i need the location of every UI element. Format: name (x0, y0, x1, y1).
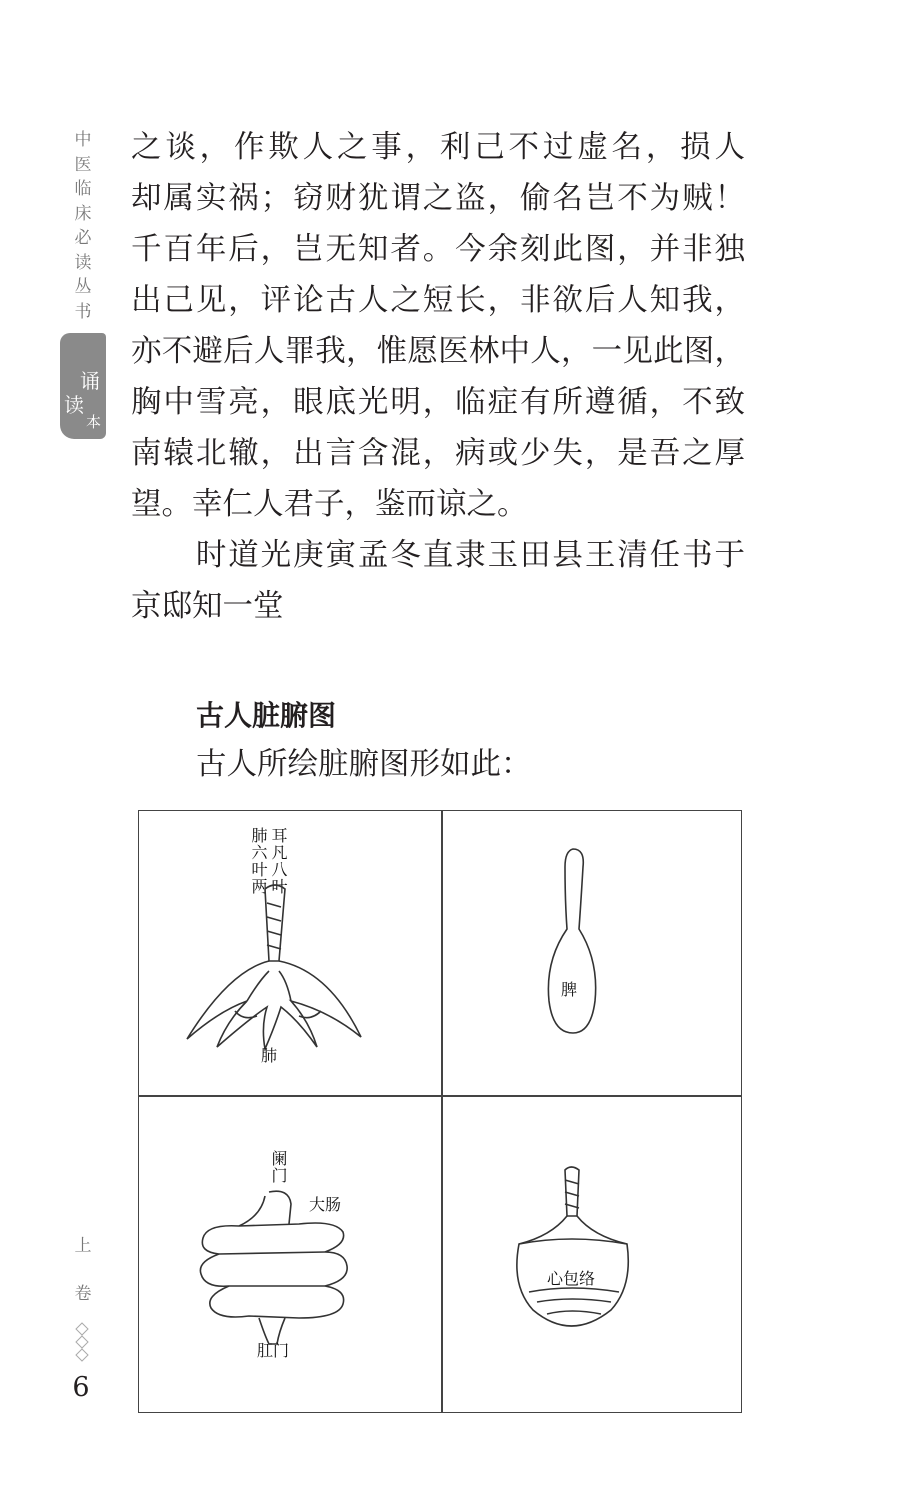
series-char: 医 (74, 154, 92, 175)
section-title: 古人脏腑图 (196, 699, 337, 732)
pericardium-cell (441, 1096, 743, 1397)
diamond-ornament-icon (74, 1322, 90, 1364)
series-char: 丛 (74, 277, 92, 297)
volume-char: 卷 (74, 1284, 92, 1304)
page-number: 6 (72, 1372, 90, 1403)
lung-cell (139, 811, 441, 1112)
intestine-cell (139, 1096, 441, 1397)
body-line: 亦不避后人罪我，惟愿医林中人，一见此图， (131, 334, 745, 369)
body-line: 南辕北辙，出言含混，病或少失，是吾之厚 (131, 436, 745, 471)
body-line: 望。幸仁人君子，鉴而谅之。 (131, 487, 528, 522)
pericardium-drawing-icon (441, 1096, 743, 1396)
lung-note: 肺六叶两 (249, 827, 268, 895)
section-intro: 古人所绘脏腑图形如此： (196, 747, 532, 782)
series-title (68, 128, 98, 324)
series-char: 中 (74, 130, 92, 150)
series-char: 必 (74, 228, 92, 248)
seal-char: 读 (64, 393, 84, 417)
intestine-label: 阑门 (269, 1150, 288, 1184)
signature-line: 京邸知一堂 (131, 589, 284, 624)
volume-label (68, 1222, 98, 1318)
series-seal-logo (60, 333, 106, 439)
series-char: 临 (74, 179, 92, 199)
lung-label: 肺 (261, 1046, 278, 1065)
body-line: 出己见，评论古人之短长，非欲后人知我， (131, 283, 745, 318)
body-line: 却属实祸；窃财犹谓之盗，偷名岂不为贼！ (131, 181, 745, 216)
body-line: 胸中雪亮，眼底光明，临症有所遵循，不致 (131, 385, 745, 420)
series-char: 床 (74, 203, 92, 224)
lung-drawing-icon (139, 811, 441, 1095)
volume-char: 上 (74, 1236, 92, 1256)
spleen-label: 脾 (561, 980, 578, 999)
intestine-label: 大肠 (309, 1195, 342, 1214)
series-char: 读 (74, 252, 92, 273)
seal-char: 本 (86, 413, 102, 431)
body-line: 之谈，作欺人之事，利己不过虚名，损人 (131, 130, 745, 165)
spleen-drawing-icon (441, 811, 743, 1095)
lung-note: 耳凡八叶 (269, 827, 288, 895)
intestine-label: 肛门 (257, 1341, 290, 1360)
intestine-drawing-icon (139, 1096, 441, 1396)
pericardium-label: 心包络 (547, 1269, 596, 1288)
spleen-cell (441, 811, 743, 1112)
organ-figure (138, 810, 742, 1413)
series-char: 书 (74, 301, 92, 322)
signature-line: 时道光庚寅孟冬直隶玉田县王清任书于 (131, 538, 745, 573)
seal-char: 诵 (80, 369, 100, 393)
body-line: 千百年后，岂无知者。今余刻此图，并非独 (131, 232, 745, 267)
